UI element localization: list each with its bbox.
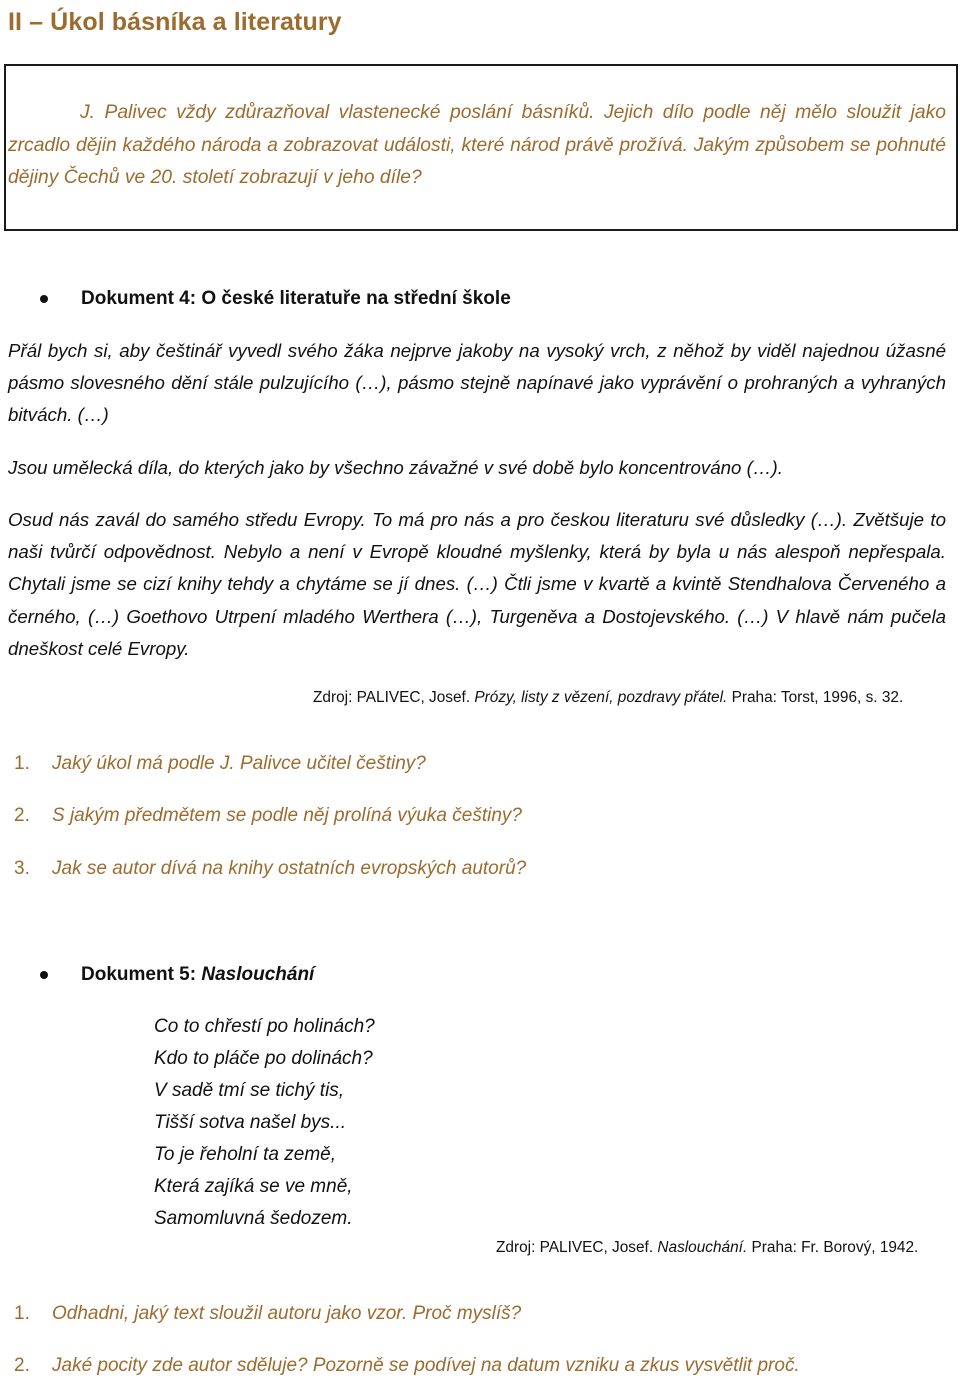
doc5-title-work: Naslouchání bbox=[201, 964, 315, 985]
doc5-source-suffix: Praha: Fr. Borový, 1942. bbox=[747, 1239, 919, 1256]
doc4-paragraph-3: Osud nás zavál do samého středu Evropy. To má pro nás a pro českou literaturu své důsledky (…). Zvětšuje to naši tvůrčí odpovědnost. Nebylo a není v Evropě kloudné myšlenky, která by byla u nás alespoň nepřespala. Chytali jsme se cizí knihy tehdy a chytáme se jí dnes. (…) Čtli jsme v kvartě a kvintě Stendhalova Červeného a černého, (…) Goethovo Utrpení mladého Werthera (…), Turgeněva a Dostojevského. (…) V hlavě nám pučela dneškost celé Evropy. bbox=[8, 509, 946, 659]
doc5-question-1 bbox=[14, 1299, 521, 1329]
question-number: 2. bbox=[14, 1355, 30, 1376]
doc5-source-prefix: Zdroj: PALIVEC, Josef. bbox=[496, 1239, 658, 1256]
poem-line: Kdo to pláče po dolinách? bbox=[154, 1048, 373, 1069]
doc4-source-work: Prózy, listy z vězení, pozdravy přátel. bbox=[474, 689, 728, 706]
poem-line: Samomluvná šedozem. bbox=[154, 1208, 353, 1229]
question-text: Jaké pocity zde autor sděluje? Pozorně se podívej na datum vzniku a zkus vysvětlit proč. bbox=[52, 1355, 800, 1376]
doc4-source bbox=[313, 687, 903, 709]
doc4-source-prefix: Zdroj: PALIVEC, Josef. bbox=[313, 689, 475, 706]
bullet-doc5 bbox=[40, 961, 48, 989]
doc5-title bbox=[81, 961, 314, 989]
task-text: J. Palivec vždy zdůrazňoval vlastenecké poslání básníků. Jejich dílo podle něj mělo sloužit jako zrcadlo dějin každého národa a zobrazovat události, které národ právě prožívá. Jakým způsobem se pohnuté dějiny Čechů ve 20. století zobrazují v jeho díle? bbox=[8, 102, 946, 188]
section-heading: II – Úkol básníka a literatury bbox=[8, 8, 342, 36]
doc4-source-suffix: Praha: Torst, 1996, s. 32. bbox=[727, 689, 904, 706]
question-number: 3. bbox=[14, 858, 30, 879]
doc5-poem bbox=[154, 1011, 375, 1235]
doc5-source bbox=[496, 1237, 918, 1259]
question-number: 1. bbox=[14, 753, 30, 774]
doc4-question-2 bbox=[14, 801, 522, 831]
question-text: Jak se autor dívá na knihy ostatních evropských autorů? bbox=[52, 858, 527, 879]
doc4-paragraph-1: Přál bych si, aby češtinář vyvedl svého žáka nejprve jakoby na vysoký vrch, z něhož by viděl najednou úžasné pásmo slovesného dění stále pulzujícího (…), pásmo stejně napínavé jako vyprávění o prohraných a vyhraných bitvách. (…) bbox=[8, 340, 946, 426]
question-text: Odhadni, jaký text sloužil autoru jako vzor. Proč myslíš? bbox=[52, 1303, 522, 1324]
doc5-title-prefix: Dokument 5: bbox=[81, 964, 202, 985]
doc4-title: Dokument 4: O české literatuře na střední škole bbox=[81, 288, 511, 309]
poem-line: To je řeholní ta země, bbox=[154, 1144, 337, 1165]
bullet-dot-icon bbox=[40, 971, 48, 979]
question-text: Jaký úkol má podle J. Palivce učitel češtiny? bbox=[52, 753, 426, 774]
doc4-question-1 bbox=[14, 749, 426, 779]
poem-line: Tišší sotva našel bys... bbox=[154, 1112, 347, 1133]
poem-line: V sadě tmí se tichý tis, bbox=[154, 1080, 345, 1101]
doc4-paragraph-2: Jsou umělecká díla, do kterých jako by všechno závažné v své době bylo koncentrováno (…). bbox=[8, 457, 783, 478]
question-number: 1. bbox=[14, 1303, 30, 1324]
doc5-question-2 bbox=[14, 1351, 800, 1381]
poem-line: Která zajíká se ve mně, bbox=[154, 1176, 353, 1197]
bullet-doc4 bbox=[40, 285, 48, 313]
question-text: S jakým předmětem se podle něj prolíná výuka češtiny? bbox=[52, 805, 522, 826]
question-number: 2. bbox=[14, 805, 30, 826]
poem-line: Co to chřestí po holinách? bbox=[154, 1016, 375, 1037]
bullet-dot-icon bbox=[40, 295, 48, 303]
doc4-question-3 bbox=[14, 854, 526, 884]
doc5-source-work: Naslouchání. bbox=[657, 1239, 748, 1256]
